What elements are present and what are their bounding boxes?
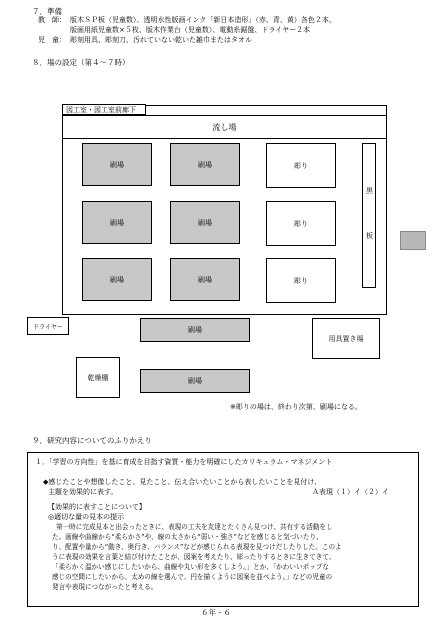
item-heading: ◎適切な量の見本の提示 bbox=[48, 513, 125, 521]
bullet-line-2: 主題を効果的に表す。 bbox=[48, 488, 118, 496]
print-station: 刷場 bbox=[82, 201, 152, 244]
body-line: 「柔らかく温かい感じにしたいから、曲線や丸い形を多くしよう。」とか、「かわいいポップな bbox=[52, 563, 329, 571]
hallway-print-station: 刷場 bbox=[140, 369, 250, 393]
hallway-print-station: 刷場 bbox=[140, 318, 250, 342]
body-line: 発言や表現につながったと考える。 bbox=[52, 583, 158, 591]
child-label: 児 童： bbox=[38, 36, 66, 44]
carving-station: 彫り bbox=[266, 201, 336, 246]
section-9-heading: ９．研究内容についてのふりかえり bbox=[32, 436, 152, 445]
blackboard bbox=[362, 143, 376, 288]
curriculum-tag: Ａ表現（１）イ（２）イ bbox=[312, 488, 389, 496]
child-materials: 彫刻用具、彫刻刀、汚れていない乾いた雑巾またはタオル bbox=[70, 36, 252, 44]
bullet-line-1: ◆感じたことや想像したこと、見たこと、伝え合いたいことから表したいことを見付け、 bbox=[43, 478, 322, 486]
section-8-heading: ８．場の設定（第４～７時） bbox=[32, 58, 130, 67]
teacher-label: 教 師： bbox=[38, 16, 66, 24]
page-number: ６年 - ６ bbox=[201, 608, 231, 617]
carving-station: 彫り bbox=[266, 143, 336, 188]
body-line: うに表現の効果を言葉と結び付けたことが、図案を考えたり、彫ったりするときに生きてきて、 bbox=[52, 553, 336, 561]
print-station: 刷場 bbox=[170, 201, 240, 244]
dryer-area: ドライヤー bbox=[27, 317, 69, 335]
carving-station: 彫り bbox=[266, 258, 336, 303]
sub-heading: 【効果的に表すことについて】 bbox=[48, 503, 146, 511]
layout-note: ※彫りの場は、終わり次第、刷場になる。 bbox=[230, 403, 362, 411]
sink-area: 流し場 bbox=[62, 115, 387, 139]
body-line: 第一時に完成見本と出会ったときに、表現の工夫を友達とたくさん見つけ、共有する活動をし bbox=[56, 523, 333, 531]
drying-rack: 乾燥棚 bbox=[76, 357, 120, 398]
section-7-heading: ７．準備 bbox=[32, 7, 62, 16]
teacher-materials-line1: 版木ＳＰ板（児童数）、透明水性版画インク「新日本造形」（赤、青、黄）各色２本、 bbox=[70, 16, 336, 24]
print-station: 刷場 bbox=[82, 143, 152, 186]
tool-storage: 用具置き場 bbox=[312, 318, 380, 359]
reflection-title: １．「学習の方向性」を基に育成を目指す資質・能力を明確にしたカリキュラム・マネジメント bbox=[35, 458, 333, 466]
print-station: 刷場 bbox=[170, 258, 240, 301]
blackboard-label-1: 黒 bbox=[366, 187, 373, 195]
teacher-materials-line2: 版画用紙児童数×５枚、版木作業台（児童数）、電動糸鋸盤、ドライヤー２本 bbox=[70, 26, 311, 34]
blackboard-label-2: 板 bbox=[366, 232, 373, 240]
body-line: 感じの空間にしたいから、太めの線を選んで、円を描くように図案を並べよう。」などの児童の bbox=[52, 573, 333, 581]
side-gray-block bbox=[400, 231, 426, 250]
print-station: 刷場 bbox=[82, 258, 152, 301]
body-line: た。画線や曲線から“柔らかさ”や、線の太さから“弱い・強さ”などを感じると気づいたり、 bbox=[52, 533, 323, 541]
body-line: り、配置や量から“動き、奥行き、バランス”などが感じられる表現を見つけだしたりした。このよ bbox=[52, 543, 342, 551]
room-label: 図工室・図工室前廊下 bbox=[62, 104, 146, 115]
print-station: 刷場 bbox=[170, 143, 240, 186]
